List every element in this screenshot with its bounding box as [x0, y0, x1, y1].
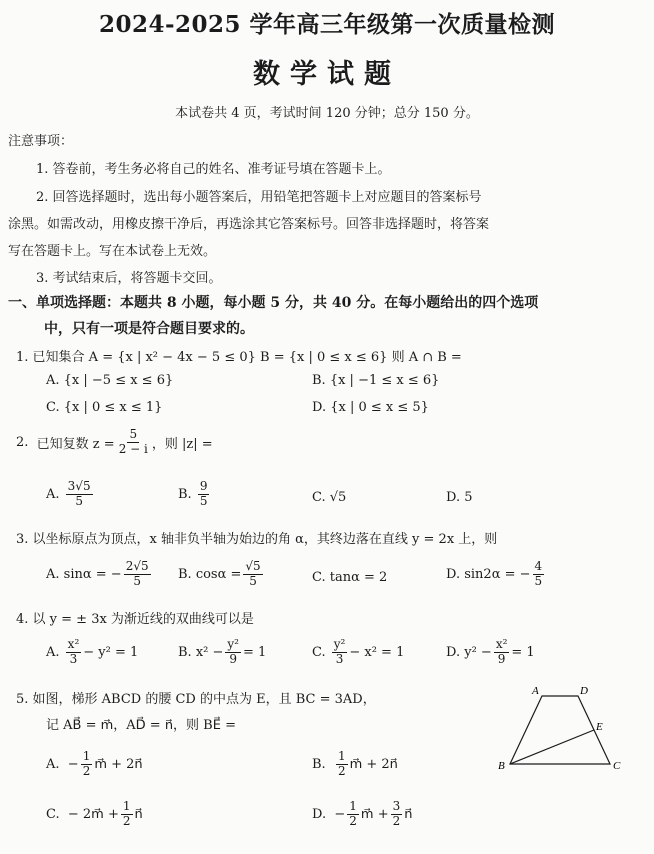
q3-option-a-label: A. sinα = −: [46, 566, 122, 582]
q5-option-b: [312, 750, 398, 779]
q5-option-c: [46, 800, 143, 829]
q3-option-d: [446, 560, 546, 589]
q3-option-a-denominator: 5: [133, 573, 141, 588]
q4-option-b-denominator: 9: [229, 651, 237, 666]
q4-option-d-numerator: x²: [495, 637, 508, 651]
q4-option-c-label: C.: [312, 644, 326, 660]
q4-option-a-tail: − y² = 1: [83, 644, 139, 660]
q1-option-d: D. {x | 0 ≤ x ≤ 5}: [312, 400, 429, 415]
q5-option-c-label: C.: [46, 806, 60, 822]
note-3: 3. 考试结束后，将答题卡交回。: [36, 271, 222, 286]
q4-option-a-label: A.: [46, 644, 60, 660]
q5-stem-line-2: 记 AB⃗ = m⃗，AD⃗ = n⃗，则 BE⃗ =: [46, 718, 236, 733]
q2-option-b-fraction: [198, 480, 210, 509]
q5-option-c-fraction: [121, 800, 133, 829]
trapezoid-outline: [510, 696, 610, 764]
q2-option-c: C. √5: [312, 490, 347, 505]
q5-option-d-numerator-1: 1: [349, 799, 357, 813]
q4-option-d-tail: = 1: [511, 644, 535, 660]
q4-option-c-tail: − x² = 1: [349, 644, 405, 660]
q3-option-d-label: D. sin2α = −: [446, 566, 531, 582]
q3-option-a: [46, 560, 153, 589]
q2-option-b-numerator: 9: [199, 479, 208, 493]
note-1: 1. 答卷前，考生务必将自己的姓名、准考证号填在答题卡上。: [36, 162, 391, 177]
q4-option-d-fraction: [494, 638, 510, 667]
q3-option-b-numerator: √5: [245, 559, 261, 573]
note-2-line-1: 2. 回答选择题时，选出每小题答案后，用铅笔把答题卡上对应题目的答案标号: [36, 190, 482, 205]
q5-option-d-numerator-2: 3: [392, 799, 401, 813]
trapezoid-figure: [490, 680, 640, 780]
q5-option-c-numerator: 1: [122, 799, 131, 813]
notes-heading: 注意事项：: [8, 134, 74, 149]
q5-option-d-denominator-2: 2: [392, 813, 401, 828]
subject-title: 数学试题: [253, 59, 401, 90]
q5-option-d-fraction-1: [347, 800, 359, 829]
q5-option-d-fraction-2: [391, 800, 403, 829]
q5-option-d-mid: m⃗ +: [360, 806, 389, 822]
q2-fraction: [117, 428, 150, 457]
q5-option-c-denominator: 2: [122, 813, 131, 828]
q5-option-b-label: B.: [312, 756, 326, 772]
q5-stem-line-1: 5. 如图，梯形 ABCD 的腰 CD 的中点为 E，且 BC = 3AD，: [16, 692, 376, 707]
q4-option-a-denominator: 3: [69, 651, 78, 666]
q3-option-a-numerator: 2√5: [125, 559, 149, 573]
q2-option-b-label: B.: [178, 486, 192, 502]
q5-option-b-tail: m⃗ + 2n⃗: [349, 756, 398, 772]
q2-option-a-label: A.: [46, 486, 60, 502]
figure-label-c: C: [613, 760, 621, 772]
q2-option-b: [178, 480, 211, 509]
q3-option-c: C. tanα = 2: [312, 570, 388, 585]
q5-option-d: [312, 800, 413, 829]
q2-stem-post: ，则 |z| =: [151, 436, 213, 452]
q4-option-c: [312, 638, 404, 667]
q5-option-d-label: D.: [312, 806, 327, 822]
q3-option-d-numerator: 4: [534, 559, 543, 573]
q5-option-a-fraction: [81, 750, 93, 779]
section-heading-line-2: 中，只有一项是符合题目要求的。: [44, 321, 254, 337]
q5-option-b-denominator: 2: [337, 763, 346, 778]
q1-option-c: C. {x | 0 ≤ x ≤ 1}: [46, 400, 163, 415]
q3-option-d-fraction: [533, 560, 545, 589]
note-2-line-2: 涂黑。如需改动，用橡皮擦干净后，再选涂其它答案标号。回答非选择题时，将答案: [8, 217, 490, 232]
q3-option-b: [178, 560, 265, 589]
q3-option-b-fraction: [243, 560, 262, 589]
note-2-line-3: 写在答题卡上。写在本试卷上无效。: [8, 244, 217, 259]
q1-option-b: B. {x | −1 ≤ x ≤ 6}: [312, 373, 440, 388]
q2-option-a-numerator: 3√5: [67, 479, 91, 493]
q4-option-a-fraction: [66, 638, 82, 667]
q2-stem-pre: 已知复数 z =: [36, 436, 115, 452]
q4-option-b-tail: = 1: [242, 644, 267, 660]
exam-title: 2024-2025 学年高三年级第一次质量检测: [98, 11, 556, 38]
q4-option-b-label: B. x² −: [178, 644, 224, 660]
q4-option-d: [446, 638, 535, 667]
q4-option-c-fraction: [332, 638, 348, 667]
q1-stem: 1. 已知集合 A = {x | x² − 4x − 5 ≤ 0} B = {x | 0 ≤ x ≤ 6} 则 A ∩ B =: [16, 350, 462, 365]
segment-be: [510, 730, 594, 764]
q4-option-c-numerator: y²: [333, 637, 346, 651]
q5-option-a-tail: m⃗ + 2n⃗: [94, 756, 143, 772]
q2-option-a-denominator: 5: [75, 493, 83, 508]
q5-option-d-denominator-1: 2: [349, 813, 357, 828]
q4-stem: 4. 以 y = ± 3x 为渐近线的双曲线可以是: [16, 612, 254, 627]
q3-option-b-denominator: 5: [249, 573, 257, 588]
q4-option-d-denominator: 9: [497, 651, 506, 666]
q5-option-c-pre: − 2m⃗ +: [67, 806, 119, 822]
q5-option-a-denominator: 2: [82, 763, 91, 778]
q5-option-c-tail: n⃗: [134, 806, 143, 822]
q5-option-a-pre: −: [67, 756, 79, 772]
q2-fraction-numerator: 5: [129, 427, 138, 441]
q3-stem: 3. 以坐标原点为顶点，x 轴非负半轴为始边的角 α，其终边落在直线 y = 2x 上，则: [16, 532, 498, 547]
q3-option-d-denominator: 5: [534, 573, 543, 588]
q2-stem: [16, 428, 213, 457]
figure-label-b: B: [498, 760, 505, 772]
q2-option-b-denominator: 5: [199, 493, 208, 508]
q5-option-a-label: A.: [46, 756, 60, 772]
q2-option-a-fraction: [66, 480, 93, 509]
q5-option-b-numerator: 1: [337, 749, 346, 763]
q4-option-b: [178, 638, 266, 667]
q1-option-a: A. {x | −5 ≤ x ≤ 6}: [46, 373, 174, 388]
q4-option-b-fraction: [225, 638, 241, 667]
q5-option-b-fraction: [336, 750, 348, 779]
q2-option-d: D. 5: [446, 490, 473, 505]
figure-label-a: A: [532, 685, 539, 697]
q5-option-a-numerator: 1: [82, 749, 91, 763]
q2-fraction-denominator: 2 − i: [118, 441, 148, 456]
section-heading-line-1: 一、单项选择题：本题共 8 小题，每小题 5 分，共 40 分。在每小题给出的四个选项: [8, 295, 539, 311]
q5-option-a: [46, 750, 143, 779]
q2-number: 2.: [16, 434, 29, 450]
q4-option-c-denominator: 3: [335, 651, 344, 666]
q3-option-b-label: B. cosα =: [178, 566, 242, 582]
q2-option-a: [46, 480, 95, 509]
q3-option-a-fraction: [124, 560, 151, 589]
exam-info: 本试卷共 4 页，考试时间 120 分钟；总分 150 分。: [175, 106, 479, 121]
q4-option-a: [46, 638, 138, 667]
figure-label-e: E: [596, 721, 603, 733]
q4-option-b-numerator: y²: [227, 637, 239, 651]
figure-label-d: D: [580, 685, 588, 697]
q4-option-a-numerator: x²: [67, 637, 80, 651]
q4-option-d-label: D. y² −: [446, 644, 492, 660]
q5-option-d-pre: −: [334, 806, 346, 822]
q5-option-d-tail: n⃗: [404, 806, 413, 822]
